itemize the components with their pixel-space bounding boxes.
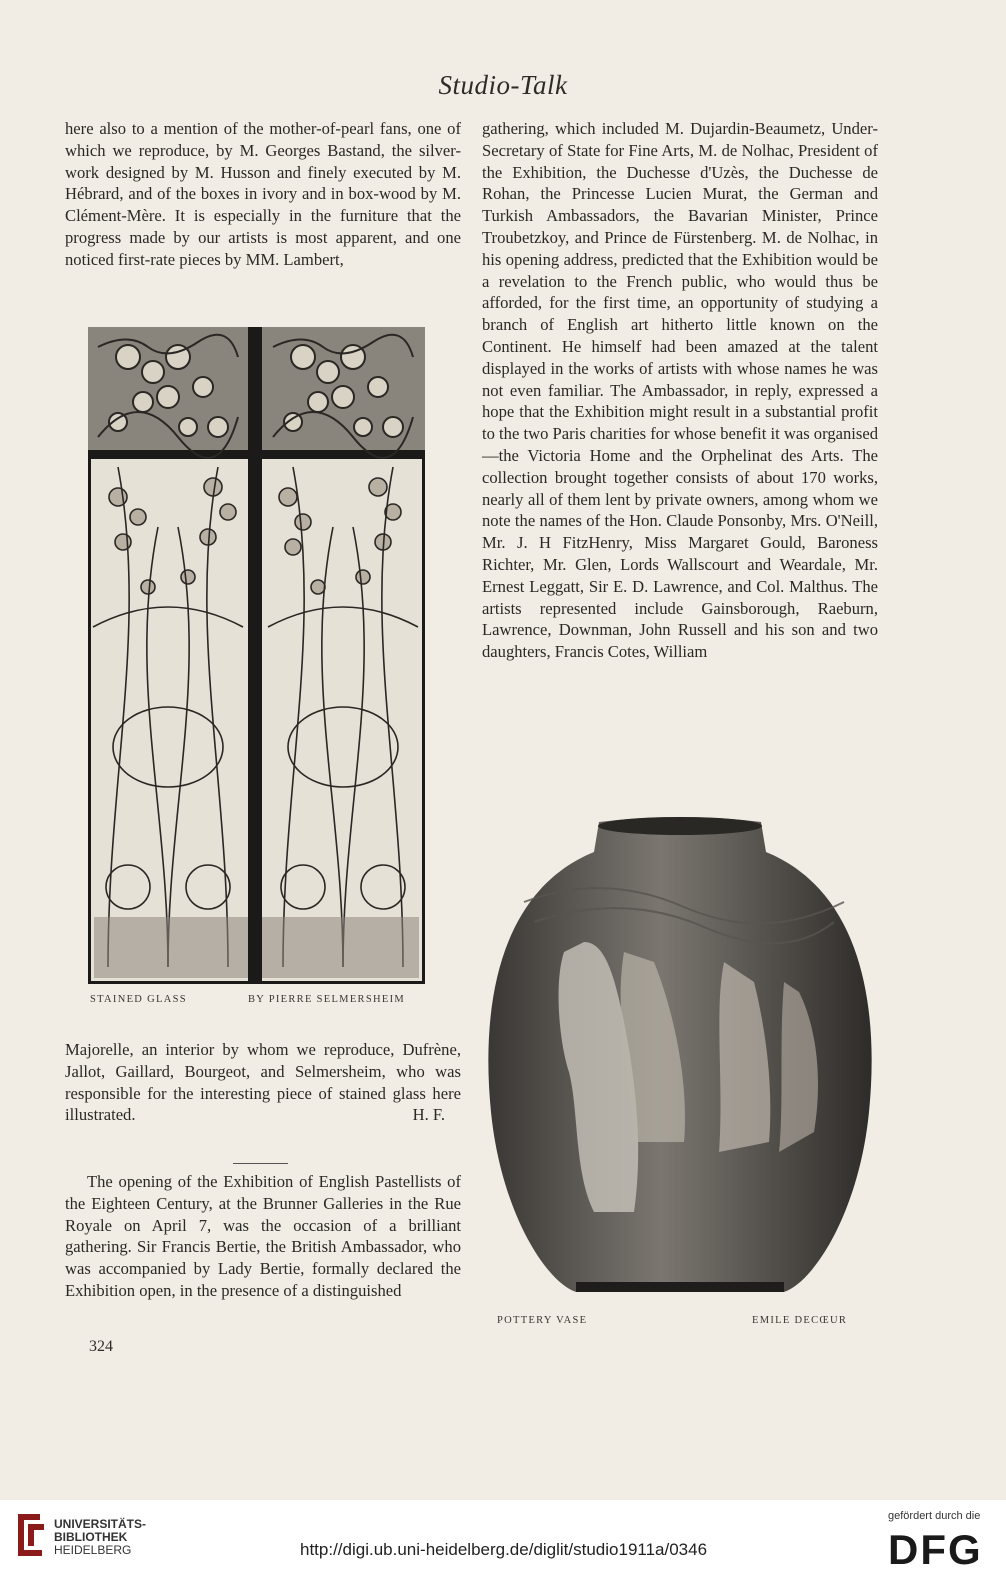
right-column — [482, 118, 878, 663]
vase-caption-artist: EMILE DECŒUR — [752, 1315, 848, 1326]
left-column-new-section — [65, 1171, 461, 1302]
library-name — [54, 1518, 146, 1557]
page-number: 324 — [89, 1338, 113, 1355]
permalink-url[interactable]: http://digi.ub.uni-heidelberg.de/diglit/studio1911a/0346 — [300, 1540, 708, 1559]
paragraph: here also to a mention of the mother-of-pearl fans, one of which we reproduce, by M. Georges Bastand, the silver-work designed by M. Husson and finely executed by M. Hébrard, and of the boxes in ivory and in box-wood by M. Clément-Mère. It is especially in the furniture that the progress made by our artists is most apparent, and one noticed first-rate pieces by MM. Lambert, — [65, 119, 461, 269]
left-column-bottom — [65, 1039, 461, 1126]
paragraph: The opening of the Exhibition of English Pastellists of the Eighteen Century, at the Brunner Galleries in the Rue Royale on April 7, was the occasion of a brilliant gathering. Sir Francis Bertie, the British Ambassador, who was accompanied by Lady Bertie, formally declared the Exhibition open, in the presence of a distinguished — [65, 1172, 461, 1300]
library-name-line-2: BIBLIOTHEK — [54, 1530, 128, 1544]
university-library-logo-icon — [10, 1510, 50, 1558]
running-title: Studio-Talk — [438, 70, 568, 100]
stained-glass-caption-title: STAINED GLASS — [90, 994, 187, 1005]
pottery-vase-illustration — [484, 812, 876, 1312]
dfg-logo: DFG — [888, 1526, 983, 1573]
paragraph-text: Majorelle, an interior by whom we reproduce, Dufrène, Jallot, Gaillard, Bourgeot, and Selmersheim, who was responsible for the interesting piece of stained glass here illustrated. — [65, 1040, 461, 1125]
author-signature: H. F. — [412, 1105, 445, 1125]
stained-glass-caption-artist: BY PIERRE SELMERSHEIM — [248, 994, 406, 1005]
left-column-top — [65, 118, 461, 271]
paragraph — [65, 1039, 461, 1126]
library-name-line-1: UNIVERSITÄTS- — [54, 1517, 147, 1531]
stained-glass-illustration — [88, 327, 425, 984]
library-name-line-3: HEIDELBERG — [54, 1543, 132, 1557]
paragraph: gathering, which included M. Dujardin-Beaumetz, Under-Secretary of State for Fine Arts, M. de Nolhac, President of the Exhibition, the Duchesse d'Uzès, the Duchesse de Rohan, the Princesse Lucien Murat, the German and Turkish Ambassadors, the Bavarian Minister, Prince Troubetzkoy, and Prince de Fürstenberg. M. de Nolhac, in his opening address, predicted that the Exhibition would be a revelation to the French public, who would thus be afforded, for the first time, an opportunity of studying a branch of English art hitherto little known on the Continent. He himself had been amazed at the talent displayed in the works of artists with whose names he was not even familiar. The Ambassador, in reply, expressed a hope that the Exhibition might result in a substantial profit to the two Paris charities for whose benefit it was organised—the Victoria Home and the Orphelinat des Arts. The collection brought together consists of about 170 works, nearly all of them lent by private owners, among whom we note the names of the Hon. Claude Ponsonby, Mrs. O'Neill, Mr. J. H FitzHenry, Miss Margaret Gould, Baroness Richter, Mr. Glen, Lords Wallscourt and Weardale, Mr. Ernest Leggatt, Sir E. D. Lawrence, and Col. Malthus. The artists represented include Gainsborough, Raeburn, Lawrence, Downman, John Russell and his son and two daughters, Francis Cotes, William — [482, 119, 879, 662]
vase-caption-title: POTTERY VASE — [497, 1315, 588, 1326]
section-divider — [233, 1163, 288, 1164]
funding-note: gefördert durch die — [888, 1510, 981, 1522]
